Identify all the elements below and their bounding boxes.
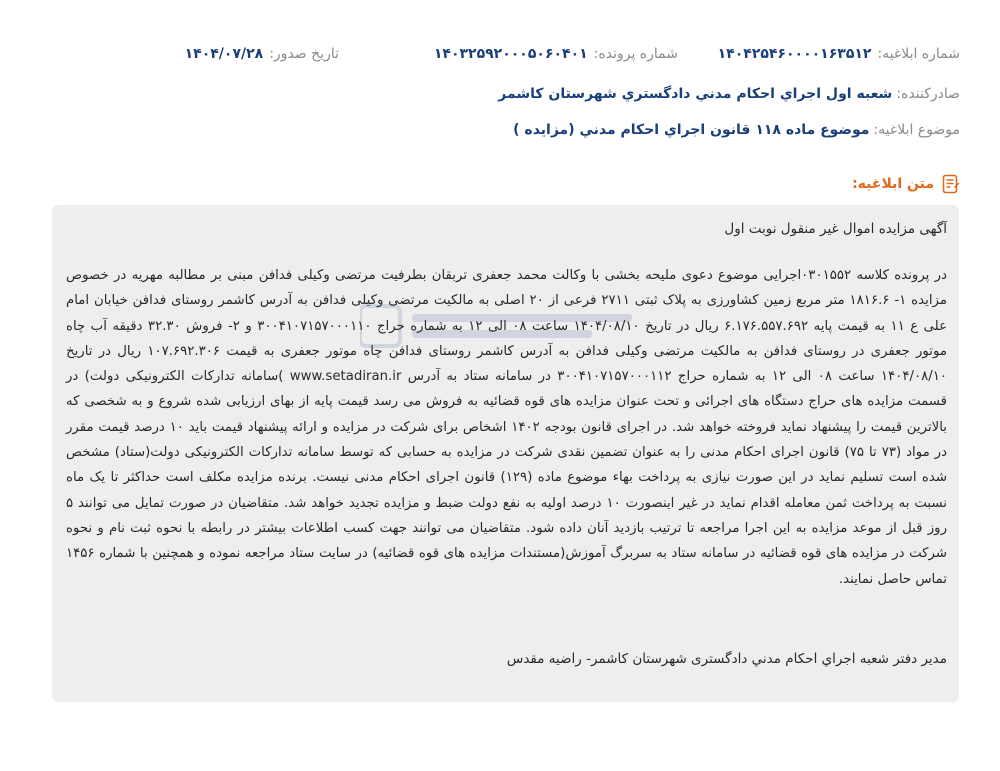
notice-number-value: ۱۴۰۴۲۵۴۶۰۰۰۰۱۶۳۵۱۲ bbox=[717, 46, 872, 62]
section-title bbox=[852, 172, 960, 196]
issuer-label: صادرکننده: bbox=[896, 86, 960, 102]
subject-line bbox=[60, 122, 960, 138]
issue-date bbox=[185, 46, 339, 62]
notice-heading: آگهی مزایده اموال غیر منقول نوبت اول bbox=[724, 221, 947, 237]
case-number bbox=[434, 46, 678, 62]
document-icon bbox=[942, 174, 960, 194]
issuer-line bbox=[60, 86, 960, 102]
notice-text-box bbox=[52, 205, 959, 702]
case-number-label: شماره پرونده: bbox=[593, 46, 678, 62]
notice-signature: مدیر دفتر شعبه اجراي احکام مدني دادگستری شهرستان کاشمر- راضیه مقدس bbox=[506, 651, 947, 667]
notice-number-label: شماره ابلاغیه: bbox=[877, 46, 960, 62]
case-number-value: ۱۴۰۳۲۵۹۲۰۰۰۵۰۶۰۴۰۱ bbox=[433, 46, 588, 62]
notice-meta-row bbox=[60, 46, 960, 72]
issue-date-label: تاریخ صدور: bbox=[269, 46, 339, 62]
issuer-value: شعبه اول اجراي احکام مدني دادگستري شهرستان کاشمر bbox=[498, 86, 893, 102]
notice-body: در پرونده کلاسه ۰۳۰۱۵۵۲اجرایی موضوع دعوی ملیحه بخشی با وکالت محمد جعفری تربقان بطرفیت مرتضی وکیلی فدافن مبنی بر مطالبه مهریه در خصوص مزایده ۱- ۱۸۱۶.۶ متر مربع زمین کشاورزی به پلاک ثبتی ۲۷۱۱ فرعی از ۲۰ اصلی به مالکیت مرتضی وکیلی فدافن به آدرس کاشمر روستای فدافن خیابان امام علی ع ۱۱ به قیمت پایه ۶.۱۷۶.۵۵۷.۶۹۲ ریال در تاریخ ۱۴۰۴/۰۸/۱۰ ساعت ۰۸ الی ۱۲ به شماره حراج ۳۰۰۴۱۰۷۱۵۷۰۰۰۱۱۰ و ۲- فروش ۳۲.۳۰ دقیقه آب چاه موتور جعفری در روستای فدافن به مالکیت مرتضی وکیلی فدافن به آدرس کاشمر روستای فدافن چاه موتور جعفری به قیمت ۱۰۷.۶۹۲.۳۰۶ ریال در تاریخ ۱۴۰۴/۰۸/۱۰ ساعت ۰۸ الی ۱۲ به شماره حراج ۳۰۰۴۱۰۷۱۵۷۰۰۰۱۱۲ در سامانه ستاد به آدرس www.setadiran.ir )سامانه تدارکات الکترونیکی دولت) در قسمت مزایده های حراج دستگاه های اجرائی و تحت عنوان مزایده های قوه قضائیه به فروش می رسد قیمت پایه از بهای ارزیابی شده شروع و به شخصی که بالاترین قیمت را پیشنهاد نماید فروخته خواهد شد. در اجرای قانون بودجه ۱۴۰۲ اشخاص برای شرکت در مزایده و ارائه پیشنهاد قیمت باید ۱۰ درصد قیمت مقرر در مواد (۷۳ تا ۷۵) قانون اجرای احکام مدنی را به عنوان تضمین نقدی شرکت در مزایده به حسابی که توسط سامانه تدارکات الکترونیکی دولت(ستاد) مشخص شده است تسلیم نماید در این صورت نیازی به پرداخت بهاء موضوع ماده (۱۲۹) قانون اجرای احکام مدنی نیست. برنده مزایده مکلف است حداکثر تا یک ماه نسبت به پرداخت ثمن معامله اقدام نماید در غیر اینصورت ۱۰ درصد اولیه به نفع دولت ضبط و مزایده تجدید خواهد شد. متقاضیان در صورت تمایل می توانند ۵ روز قبل از موعد مزایده به این اجرا مراجعه تا ترتیب بازدید آنان داده شود. متقاضیان می توانند جهت کسب اطلاعات بیشتر در رابطه با نحوه ثبت نام و نحوه شرکت در مزایده های قوه قضائیه در سامانه ستاد به سربرگ آموزش(مستندات مزایده های قوه قضائیه) در سایت ستاد مراجعه نموده و همچنین با شماره ۱۴۵۶ تماس حاصل نمایند. bbox=[66, 268, 948, 587]
issue-date-value: ۱۴۰۴/۰۷/۲۸ bbox=[184, 46, 264, 62]
subject-value: موضوع ماده ۱۱۸ قانون اجراي احکام مدني (مزايده ) bbox=[513, 122, 870, 138]
section-title-text: متن ابلاغیه: bbox=[852, 176, 934, 192]
notice-number bbox=[718, 46, 960, 62]
subject-label: موضوع ابلاغیه: bbox=[873, 122, 960, 138]
